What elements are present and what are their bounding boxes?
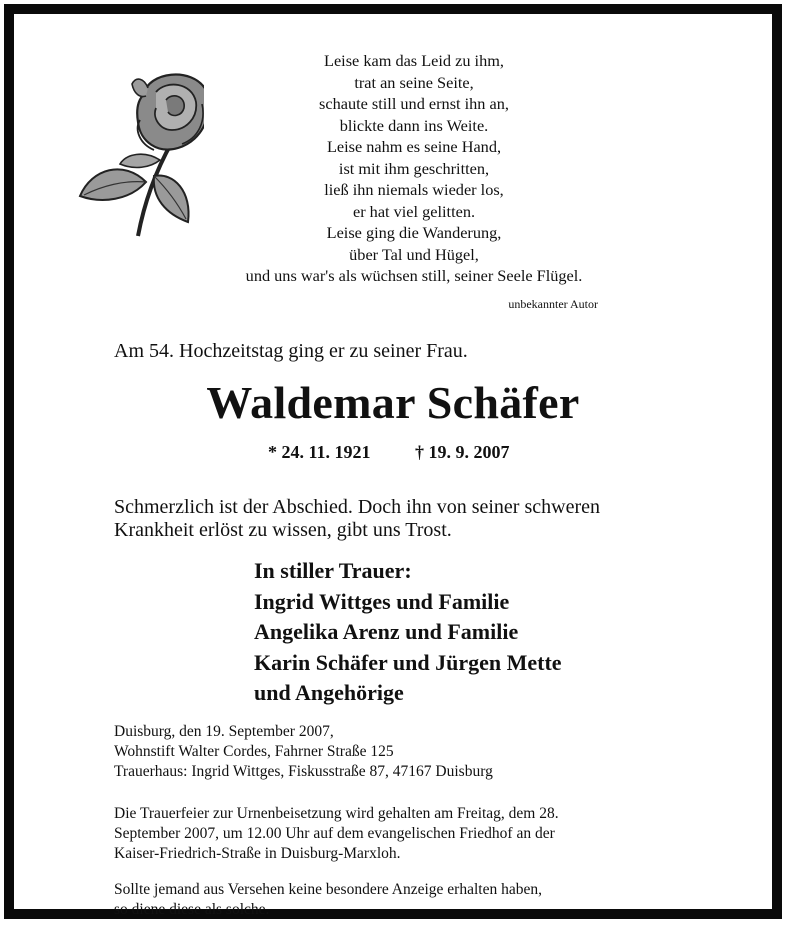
address-line: Wohnstift Walter Cordes, Fahrner Straße 125 bbox=[114, 743, 394, 760]
poem-line: er hat viel gelitten. bbox=[352, 201, 476, 221]
mourner-entry: Angelika Arenz und Familie bbox=[254, 619, 519, 644]
poem-line: Leise nahm es seine Hand, bbox=[326, 137, 502, 156]
poem-author: unbekannter Autor bbox=[508, 297, 598, 311]
poem bbox=[194, 50, 634, 287]
rose-icon bbox=[74, 64, 204, 244]
notice-block bbox=[114, 880, 542, 920]
life-dates bbox=[268, 442, 510, 463]
consolation-line: Krankheit erlöst zu wissen, gibt uns Trost. bbox=[114, 519, 452, 541]
poem-line: Leise kam das Leid zu ihm, bbox=[324, 51, 504, 70]
poem-line: schaute still und ernst ihn an, bbox=[319, 94, 509, 113]
poem-line: ist mit ihm geschritten, bbox=[338, 158, 490, 178]
intro-text: Am 54. Hochzeitstag ging er zu seiner Frau. bbox=[114, 340, 468, 362]
poem-line: trat an seine Seite, bbox=[354, 72, 474, 92]
death-date: † 19. 9. 2007 bbox=[415, 442, 510, 462]
poem-line: blickte dann ins Weite. bbox=[339, 115, 489, 135]
address-block bbox=[114, 722, 493, 782]
ceremony-line: Kaiser-Friedrich-Straße in Duisburg-Marxloh. bbox=[114, 845, 401, 862]
deceased-name: Waldemar Schäfer bbox=[206, 377, 580, 428]
poem-line: Leise ging die Wanderung, bbox=[326, 223, 502, 242]
mourners-list bbox=[254, 556, 562, 709]
address-line: Trauerhaus: Ingrid Wittges, Fiskusstraße 87, 47167 Duisburg bbox=[114, 763, 493, 780]
birth-date: * 24. 11. 1921 bbox=[268, 442, 371, 462]
mourners-heading: In stiller Trauer: bbox=[254, 558, 412, 583]
mourner-entry: und Angehörige bbox=[254, 680, 404, 705]
poem-line: ließ ihn niemals wieder los, bbox=[324, 180, 504, 199]
consolation-line: Schmerzlich ist der Abschied. Doch ihn von seiner schweren bbox=[114, 496, 600, 518]
ceremony-line: Die Trauerfeier zur Urnenbeisetzung wird gehalten am Freitag, dem 28. bbox=[114, 805, 559, 822]
ceremony-line: September 2007, um 12.00 Uhr auf dem evangelischen Friedhof an der bbox=[114, 825, 555, 842]
poem-line: über Tal und Hügel, bbox=[349, 244, 479, 264]
obituary-frame bbox=[4, 4, 782, 919]
poem-line: und uns war's als wüchsen still, seiner Seele Flügel. bbox=[245, 266, 583, 285]
address-line: Duisburg, den 19. September 2007, bbox=[114, 723, 334, 740]
mourner-entry: Ingrid Wittges und Familie bbox=[254, 588, 510, 614]
consolation-text bbox=[114, 496, 600, 542]
ceremony-block bbox=[114, 804, 559, 864]
mourner-entry: Karin Schäfer und Jürgen Mette bbox=[254, 649, 562, 675]
notice-line: so diene diese als solche. bbox=[114, 901, 270, 918]
notice-line: Sollte jemand aus Versehen keine besondere Anzeige erhalten haben, bbox=[114, 881, 542, 898]
